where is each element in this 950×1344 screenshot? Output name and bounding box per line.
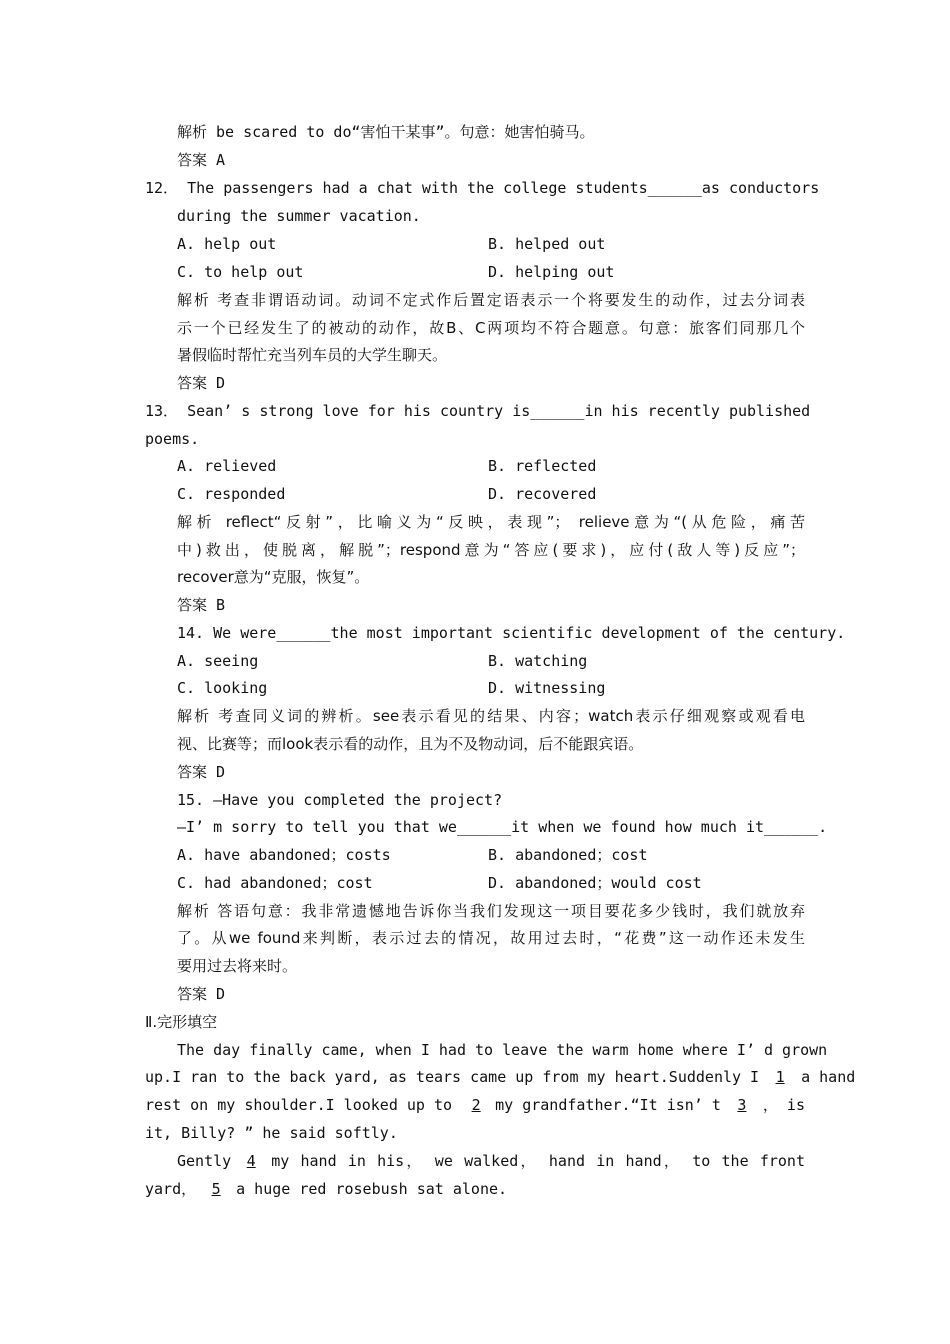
cloze-blank-3: 3 — [737, 1096, 747, 1114]
q12-option-a: A. help out — [177, 235, 277, 253]
q13-analysis-line2: 中)救出，使脱离，解脱”；respond意为“答应(要求)，应付(敌人等)反应”； — [177, 541, 805, 559]
q14-option-a: A. seeing — [177, 652, 259, 670]
q14-analysis-line2: 视、比赛等；而look表示看的动作，且为不及物动词，后不能跟宾语。 — [177, 735, 644, 753]
cloze-text: a huge red rosebush sat alone. — [236, 1180, 508, 1198]
cloze-text: rest on my shoulder.I looked up to — [145, 1096, 453, 1114]
q12-option-b: B. helped out — [488, 235, 606, 253]
q12-option-d: D. helping out — [488, 263, 615, 281]
q15-analysis-line2: 了。从we found来判断，表示过去的情况，故用过去时，“花费”这一动作还未发生 — [177, 929, 805, 947]
cloze-text: yard， — [145, 1180, 197, 1198]
q12-stem-line2: during the summer vacation. — [177, 207, 421, 225]
cloze-p1-line4: it, Billy? ” he said softly. — [145, 1124, 398, 1142]
q13-analysis-line1: 解析 reflect“反射”，比喻义为“反映，表现”； relieve意为“(从危险，痛苦 — [177, 513, 805, 531]
cloze-blank-5: 5 — [211, 1180, 221, 1198]
q11-answer: 答案 A — [177, 151, 226, 169]
q13-option-c: C. responded — [177, 485, 286, 503]
q14-answer: 答案 D — [177, 763, 226, 781]
q14-stem: 14. We were______the most important scientific development of the century. — [177, 624, 846, 642]
q15-stem-line2: —I’ m sorry to tell you that we______it when we found how much it______. — [177, 818, 828, 836]
q15-analysis-line3: 要用过去将来时。 — [177, 957, 298, 975]
cloze-text: my grandfather.“It isn’ t — [495, 1096, 721, 1114]
q12-analysis-line3: 暑假临时帮忙充当列车员的大学生聊天。 — [177, 346, 448, 364]
q15-stem-line1: 15. —Have you completed the project? — [177, 791, 503, 809]
q15-option-d: D. abandoned；would cost — [488, 874, 702, 892]
q11-analysis: 解析 be scared to do“害怕干某事”。句意：她害怕骑马。 — [177, 123, 595, 141]
q12-analysis-line2: 示一个已经发生了的被动的动作，故B、C两项均不符合题意。句意：旅客们同那几个 — [177, 319, 805, 337]
q12-option-c: C. to help out — [177, 263, 304, 281]
cloze-text: a hand — [801, 1068, 856, 1086]
q13-option-b: B. reflected — [488, 457, 597, 475]
q14-option-c: C. looking — [177, 679, 268, 697]
q13-answer: 答案 B — [177, 596, 226, 614]
cloze-p2-line1 — [177, 1151, 805, 1171]
cloze-p1-line3 — [145, 1095, 805, 1115]
q14-option-b: B. watching — [488, 652, 588, 670]
q15-analysis-line1: 解析 答语句意：我非常遗憾地告诉你当我们发现这一项目要花多少钱时，我们就放弃 — [177, 902, 805, 920]
q12-stem-line1: 12． The passengers had a chat with the college students______as conductors — [145, 179, 820, 197]
q15-option-b: B. abandoned；cost — [488, 846, 648, 864]
q13-analysis-line3: recover意为“克服，恢复”。 — [177, 568, 370, 586]
q15-option-c: C. had abandoned；cost — [177, 874, 373, 892]
cloze-text: ， is — [762, 1096, 805, 1114]
cloze-p1-line2 — [145, 1067, 856, 1087]
cloze-p1-line1: The day finally came, when I had to leave the warm home where I’ d grown — [177, 1041, 828, 1059]
section-heading: Ⅱ.完形填空 — [145, 1013, 218, 1031]
q13-option-d: D. recovered — [488, 485, 597, 503]
cloze-blank-4: 4 — [246, 1152, 256, 1170]
q15-answer: 答案 D — [177, 985, 226, 1003]
q14-analysis-line1: 解析 考查同义词的辨析。see表示看见的结果、内容；watch表示仔细观察或观看电 — [177, 707, 805, 725]
q13-stem-line2: poems. — [145, 430, 200, 448]
q13-stem-line1: 13． Sean’ s strong love for his country is______in his recently published — [145, 402, 811, 420]
cloze-blank-1: 1 — [775, 1068, 785, 1086]
cloze-text: my hand in his， we walked， hand in hand， to the front — [271, 1152, 805, 1170]
cloze-blank-2: 2 — [471, 1096, 481, 1114]
cloze-text: Gently — [177, 1152, 232, 1170]
cloze-p2-line2 — [145, 1179, 507, 1199]
q14-option-d: D. witnessing — [488, 679, 606, 697]
q15-option-a: A. have abandoned；costs — [177, 846, 391, 864]
q12-analysis-line1: 解析 考查非谓语动词。动词不定式作后置定语表示一个将要发生的动作，过去分词表 — [177, 291, 805, 309]
q13-option-a: A. relieved — [177, 457, 277, 475]
q12-answer: 答案 D — [177, 374, 226, 392]
cloze-text: up.I ran to the back yard, as tears came up from my heart.Suddenly I — [145, 1068, 760, 1086]
